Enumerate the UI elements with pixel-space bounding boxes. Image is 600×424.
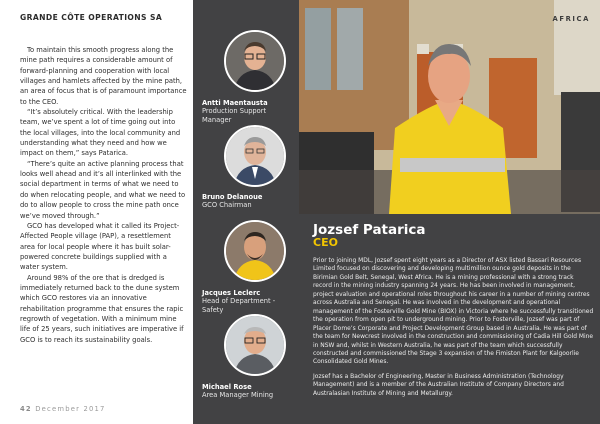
- team-member-name: Bruno Delanoue: [202, 193, 263, 201]
- article-paragraph: “It’s absolutely critical. With the leadership team, we’ve spent a lot of time going out into the local villages, into the local community and understanding what they need and how we impact on them,” says Patarica.: [20, 108, 181, 158]
- portrait-illustration: [226, 127, 284, 185]
- article-body: [20, 45, 188, 345]
- ceo-title: CEO: [313, 236, 338, 249]
- avatar: [224, 30, 286, 92]
- article-column: [0, 0, 193, 424]
- article-paragraph: To maintain this smooth progress along the mine path requires a considerable amount of forward-planning and cooperation with local villages and hamlets affected by the mine path, an area of focus that is of paramount importance to the CEO.: [20, 46, 187, 106]
- team-member-role: Production Support Manager: [202, 107, 267, 124]
- region-label: AFRICA: [552, 15, 590, 23]
- ceo-photo-illustration: [299, 0, 600, 214]
- avatar: [224, 314, 286, 376]
- team-member-role: GCO Chairman: [202, 201, 252, 209]
- issue-date: December 2017: [35, 405, 106, 413]
- section-title: GRANDE CÔTE OPERATIONS SA: [20, 13, 163, 22]
- page-number: 42: [20, 405, 32, 413]
- ceo-bio-paragraph: Prior to joining MDL, Jozsef spent eight years as a Director of ASX listed Bassari Resources Limited focused on discovering and developing multimillion ounce gold deposits in the Birimian Gold Belt, Senegal, West Africa. He is a mining professional with a strong track record in the mining industry spanning 24 years. He has been involved in management, project evaluation and operational roles throughout his career in a number of mining centres across Australia and Senegal. He was involved in the development and operational management of the Fosterville Gold Mine (BIOX) in Victoria where he successfully transitioned the operation from open pit to underground mining. Prior to Fosterville, Jozsef was part of Placer Dome’s Corporate and Project Development Group based in Australia. He was part of the team for Newcrest involved in the construction and commissioning of Cadia Hill Gold Mine in NSW and, whilst in Western Australia, he was part of the team which successfully constructed and commissioned the Stage 3 expansion of the Fimiston Plant for Kalgoorlie Consolidated Gold Mines.: [313, 257, 594, 366]
- ceo-bio-paragraph: Jozsef has a Bachelor of Engineering, Master in Business Administration (Technology Management) and is a member of the Australian Institute of Company Directors and Australasian Institute of Mining and Metallurgy.: [313, 372, 564, 397]
- team-member-name: Antti Maentausta: [202, 99, 268, 107]
- article-paragraph: Around 98% of the ore that is dredged is immediately returned back to the dune system which GCO restores via an innovative rehabilitation programme that ensures the rapic regrowth of vegetation. With a minimum mine life of 25 years, such initiatives are imperative if GCO is to reach its sustainability goals.: [20, 273, 184, 344]
- team-member-role: Area Manager Mining: [202, 391, 274, 399]
- team-member-role: Head of Department - Safety: [202, 297, 276, 314]
- article-paragraph: “There’s quite an active planning process that looks well ahead and it’s all interlinked with the social department in terms of what we need to do when relocating people, and what we need to do to allow people to cross the mine path once we’ve moved through.”: [20, 159, 186, 220]
- ceo-bio: [313, 257, 594, 404]
- team-member-name: Michael Rose: [202, 383, 252, 391]
- article-paragraph: GCO has developed what it called its Project-Affected People village (PAP), a resettlement area for local people where it has built solar-powered concrete buildings supplied with a water system.: [20, 221, 180, 272]
- portrait-illustration: [226, 316, 284, 374]
- ceo-photo: [299, 0, 600, 214]
- portrait-illustration: [226, 32, 284, 90]
- avatar: [224, 220, 286, 282]
- team-member-name: Jacques Leclerc: [202, 289, 261, 297]
- portrait-illustration: [226, 222, 284, 280]
- ceo-name: Jozsef Patarica: [313, 222, 426, 238]
- avatar: [224, 125, 286, 187]
- page-footer: [20, 405, 106, 413]
